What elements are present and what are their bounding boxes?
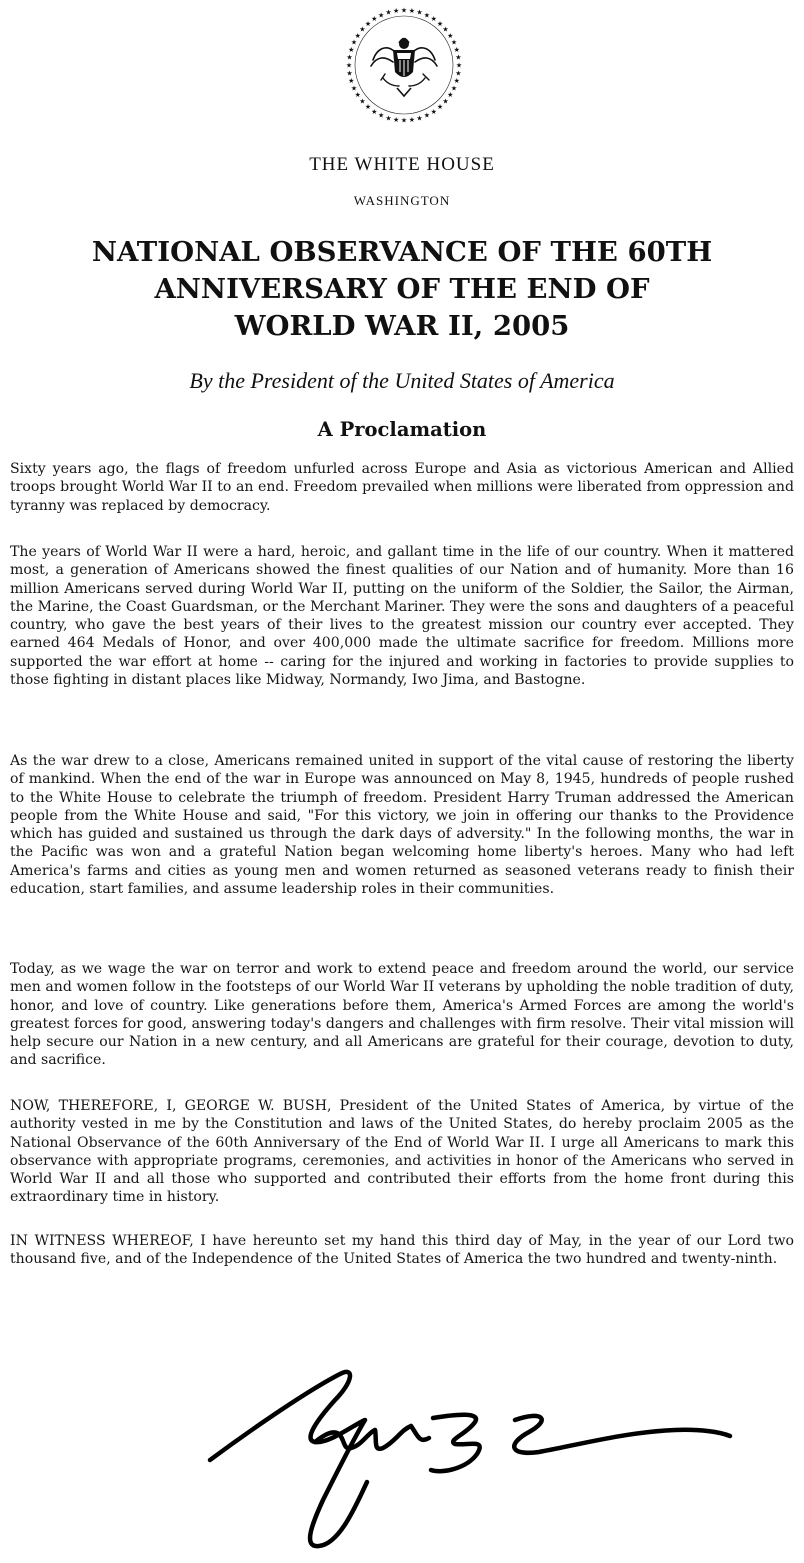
seal-star: ★ [447, 31, 454, 40]
seal-star: ★ [385, 8, 392, 17]
document-title [0, 234, 804, 345]
seal-star: ★ [371, 107, 378, 116]
seal-star: ★ [350, 84, 358, 93]
title-line-3: WORLD WAR II, 2005 [234, 310, 570, 342]
seal-star: ★ [436, 19, 444, 28]
presidential-seal-icon [343, 4, 465, 126]
seal-star: ★ [348, 77, 355, 85]
seal-star: ★ [378, 11, 385, 20]
seal-star: ★ [453, 77, 460, 85]
seal-star: ★ [455, 61, 463, 70]
seal-star: ★ [430, 107, 437, 116]
signature [205, 1322, 735, 1557]
seal-star: ★ [453, 46, 460, 54]
title-line-2: ANNIVERSARY OF THE END OF [154, 273, 650, 305]
seal-star: ★ [346, 69, 353, 78]
seal-star: ★ [359, 25, 366, 34]
seal-star: ★ [400, 6, 408, 15]
seal-star: ★ [346, 53, 353, 62]
seal-star: ★ [416, 114, 423, 123]
seal-star: ★ [447, 91, 454, 100]
seal-star: ★ [393, 7, 400, 16]
paragraph-intro: Sixty years ago, the flags of freedom unfurled across Europe and Asia as victorious American and Allied troops brought World War II to an end. Freedom prevailed when millions were liberated from oppression and tyranny was replaced by democracy. [10, 461, 794, 514]
seal-star: ★ [408, 7, 415, 16]
seal-star: ★ [385, 114, 392, 123]
seal-star: ★ [378, 111, 385, 120]
paragraph-proclamation: NOW, THEREFORE, I, GEORGE W. BUSH, President of the United States of America, by virtue of the authority vested in me by the Constitution and laws of the United States, do hereby proclaim 2005 as the National Observance of the 60th Anniversary of the End of World War II. I urge all Americans to mark this observance with appropriate programs, ceremonies, and activities in honor of the Americans who served in World War II and all those who supported and contributed their efforts from the home front during this extraordinary time in history. [10, 1098, 794, 1206]
seal-star: ★ [364, 103, 372, 112]
seal-star: ★ [354, 31, 361, 40]
title-line-1: NATIONAL OBSERVANCE OF THE 60TH [91, 236, 713, 268]
seal-star: ★ [423, 111, 430, 120]
seal-star: ★ [436, 103, 444, 112]
seal-star: ★ [450, 84, 458, 93]
institution-name: THE WHITE HOUSE [309, 154, 495, 175]
paragraph-war-end: As the war drew to a close, Americans remained united in support of the vital cause of restoring the liberty of mankind. When the end of the war in Europe was announced on May 8, 1945, hundreds of people rushed to the White House to celebrate the triumph of freedom. President Harry Truman addressed the American people from the White House and said, "For this victory, we join in offering our thanks to the Providence which has guided and sustained us through the dark days of adversity." In the following months, the war in the Pacific was won and a grateful Nation began welcoming home liberty's heroes. Many who had left America's farms and cities as young men and women returned as seasoned veterans ready to finish their education, start families, and assume leadership roles in their communities. [10, 753, 794, 898]
seal-star: ★ [364, 19, 372, 28]
city-name: WASHINGTON [353, 193, 451, 208]
seal-star: ★ [450, 38, 458, 47]
seal-star: ★ [345, 61, 353, 70]
seal-star: ★ [359, 97, 366, 106]
seal-star: ★ [348, 46, 355, 54]
seal-star: ★ [350, 38, 358, 47]
seal-star: ★ [442, 97, 449, 106]
paragraph-today: Today, as we wage the war on terror and work to extend peace and freedom around the world, our service men and women follow in the footsteps of our World War II veterans by upholding the noble tradition of duty, honor, and love of country. Like generations before them, America's Armed Forces are among the world's greatest forces for good, answering today's dangers and challenges with firm resolve. Their vital mission will help secure our Nation in a new century, and all Americans are grateful for their courage, devotion to duty, and sacrifice. [10, 961, 794, 1069]
seal-star: ★ [442, 25, 449, 34]
seal-star: ★ [455, 53, 462, 62]
seal-star: ★ [371, 15, 378, 24]
seal-star: ★ [400, 116, 408, 125]
seal-star: ★ [393, 115, 400, 124]
paragraph-wartime: The years of World War II were a hard, heroic, and gallant time in the life of our country. When it mattered most, a generation of Americans showed the finest qualities of our Nation and of humanity. More than 16 million Americans served during World War II, putting on the uniform of the Soldier, the Sailor, the Airman, the Marine, the Coast Guardsman, or the Merchant Mariner. They were the sons and daughters of a peaceful country, who gave the best years of their lives to the greatest mission our country ever accepted. They earned 464 Medals of Honor, and over 400,000 made the ultimate sacrifice for freedom. Millions more supported the war effort at home -- caring for the injured and working in factories to provide supplies to those fighting in distant places like Midway, Normandy, Iwo Jima, and Bastogne. [10, 544, 794, 689]
proclamation-heading: A Proclamation [317, 418, 487, 441]
seal-star: ★ [423, 11, 430, 20]
byline: By the President of the United States of America [189, 368, 615, 393]
seal-star: ★ [416, 8, 423, 17]
paragraph-witness: IN WITNESS WHEREOF, I have hereunto set my hand this third day of May, in the year of our Lord two thousand five, and of the Independence of the United States of America the two hundred and twenty-ninth. [10, 1233, 794, 1268]
seal-star: ★ [430, 15, 437, 24]
seal-star: ★ [455, 69, 462, 78]
seal-star: ★ [408, 115, 415, 124]
seal-star: ★ [354, 91, 361, 100]
